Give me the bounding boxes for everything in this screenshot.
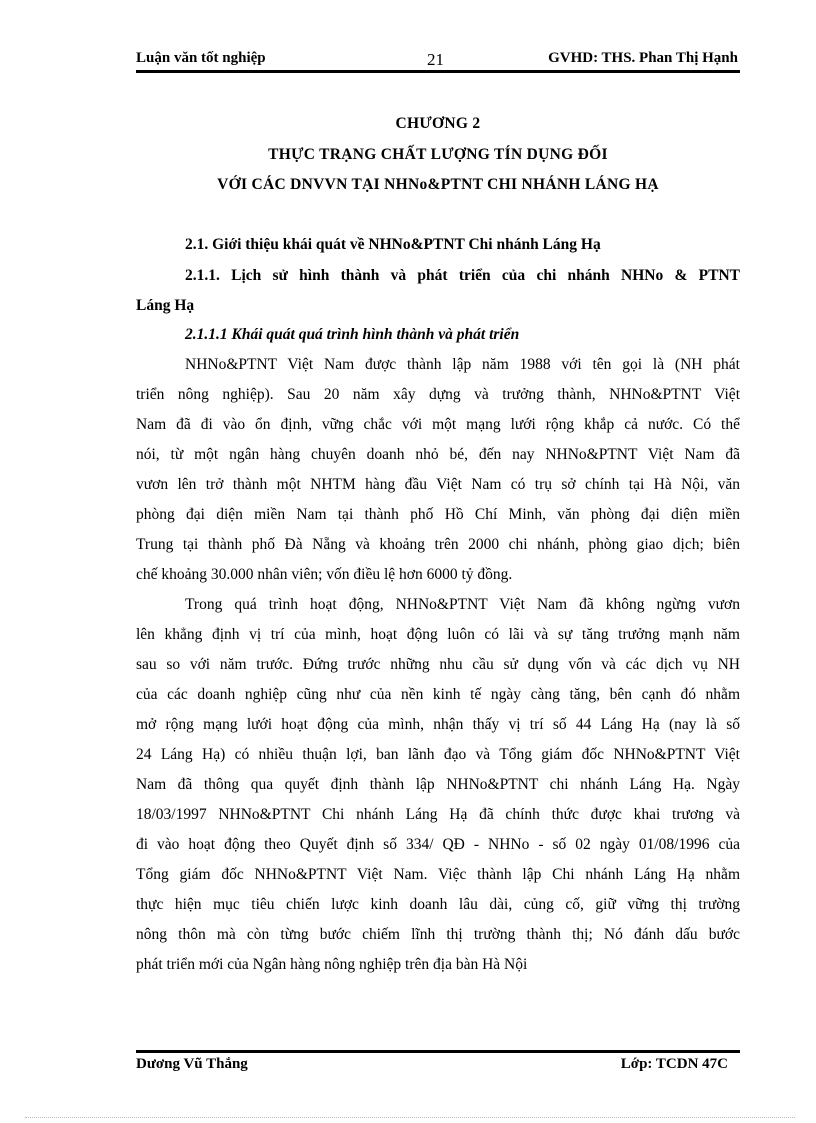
paragraph-2-line: thực hiện mục tiêu chiến lược kinh doanh lâu dài, củng cố, giữ vững thị trường <box>136 896 740 913</box>
section-heading-2-1-1-cont: Láng Hạ <box>136 297 195 314</box>
paragraph-2-line: của các doanh nghiệp cũng như của nền kinh tế ngày càng tăng, bên cạnh đó nhằm <box>136 686 740 703</box>
page-bottom-dotted-border <box>25 1117 795 1118</box>
paragraph-1-line: phòng đại diện miền Nam tại thành phố Hồ Chí Minh, văn phòng đại diện miền <box>136 506 740 523</box>
paragraph-2-line: Trong quá trình hoạt động, NHNo&PTNT Việt Nam đã không ngừng vươn <box>185 596 740 613</box>
chapter-title-line-2: VỚI CÁC DNVVN TẠI NHNo&PTNT CHI NHÁNH LÁNG HẠ <box>217 176 659 193</box>
paragraph-2-line: mở rộng mạng lưới hoạt động của mình, nhận thấy vị trí số 44 Láng Hạ (nay là số <box>136 716 740 733</box>
paragraph-1-line: chế khoảng 30.000 nhân viên; vốn điều lệ hơn 6000 tỷ đồng. <box>136 566 513 583</box>
section-heading-2-1: 2.1. Giới thiệu khái quát về NHNo&PTNT Chi nhánh Láng Hạ <box>185 236 601 253</box>
paragraph-2-line: lên khẳng định vị trí của mình, hoạt động luôn có lãi và sự tăng trưởng mạnh năm <box>136 626 740 643</box>
paragraph-2-line: 24 Láng Hạ) có nhiều thuận lợi, ban lãnh đạo và Tổng giám đốc NHNo&PTNT Việt <box>136 746 740 763</box>
section-heading-2-1-1-1: 2.1.1.1 Khái quát quá trình hình thành và phát triển <box>185 326 520 343</box>
page-footer <box>136 1056 740 1078</box>
paragraph-1-line: vươn lên trở thành một NHTM hàng đầu Việt Nam có trụ sở chính tại Hà Nội, văn <box>136 476 740 493</box>
footer-rule <box>136 1050 740 1053</box>
header-thesis-label: Luận văn tốt nghiệp <box>136 50 266 66</box>
paragraph-1-line: nói, từ một ngân hàng chuyên doanh nhỏ bé, đến nay NHNo&PTNT Việt Nam đã <box>136 446 740 463</box>
chapter-title-line-1: THỰC TRẠNG CHẤT LƯỢNG TÍN DỤNG ĐỐI <box>268 146 608 163</box>
section-heading-2-1-1: 2.1.1. Lịch sử hình thành và phát triển của chi nhánh NHNo & PTNT <box>185 267 740 284</box>
chapter-label: CHƯƠNG 2 <box>395 115 481 132</box>
paragraph-2-line: đi vào hoạt động theo Quyết định số 334/ QĐ - NHNo - số 02 ngày 01/08/1996 của <box>136 836 740 853</box>
header-advisor: GVHD: THS. Phan Thị Hạnh <box>548 50 738 66</box>
header-rule <box>136 70 740 73</box>
paragraph-1-line: triển nông nghiệp). Sau 20 năm xây dựng và trưởng thành, NHNo&PTNT Việt <box>136 386 740 403</box>
paragraph-2-line: Tổng giám đốc NHNo&PTNT Việt Nam. Việc thành lập Chi nhánh Láng Hạ nhằm <box>136 866 740 883</box>
paragraph-2-line: phát triển mới của Ngân hàng nông nghiệp trên địa bàn Hà Nội <box>136 956 528 973</box>
paragraph-1-line: NHNo&PTNT Việt Nam được thành lập năm 1988 với tên gọi là (NH phát <box>185 356 740 373</box>
paragraph-2-line: Nam đã thông qua quyết định thành lập NHNo&PTNT chi nhánh Láng Hạ. Ngày <box>136 776 740 793</box>
paragraph-2-line: 18/03/1997 NHNo&PTNT Chi nhánh Láng Hạ đã chính thức được khai trương và <box>136 806 740 823</box>
page-header <box>136 48 740 70</box>
paragraph-2-line: nông thôn mà còn từng bước chiếm lĩnh thị trường thành thị; Nó đánh dấu bước <box>136 926 740 943</box>
footer-author: Dương Vũ Thắng <box>136 1056 248 1072</box>
paragraph-2-line: sau so với năm trước. Đứng trước những nhu cầu sử dụng vốn và các dịch vụ NH <box>136 656 740 673</box>
paragraph-1-line: Trung tại thành phố Đà Nẵng và khoảng trên 2000 chi nhánh, phòng giao dịch; biên <box>136 536 740 553</box>
page-number: 21 <box>427 50 444 69</box>
paragraph-1-line: Nam đã đi vào ổn định, vững chắc với một mạng lưới rộng khắp cả nước. Có thể <box>136 416 740 433</box>
footer-class: Lớp: TCDN 47C <box>620 1056 728 1072</box>
